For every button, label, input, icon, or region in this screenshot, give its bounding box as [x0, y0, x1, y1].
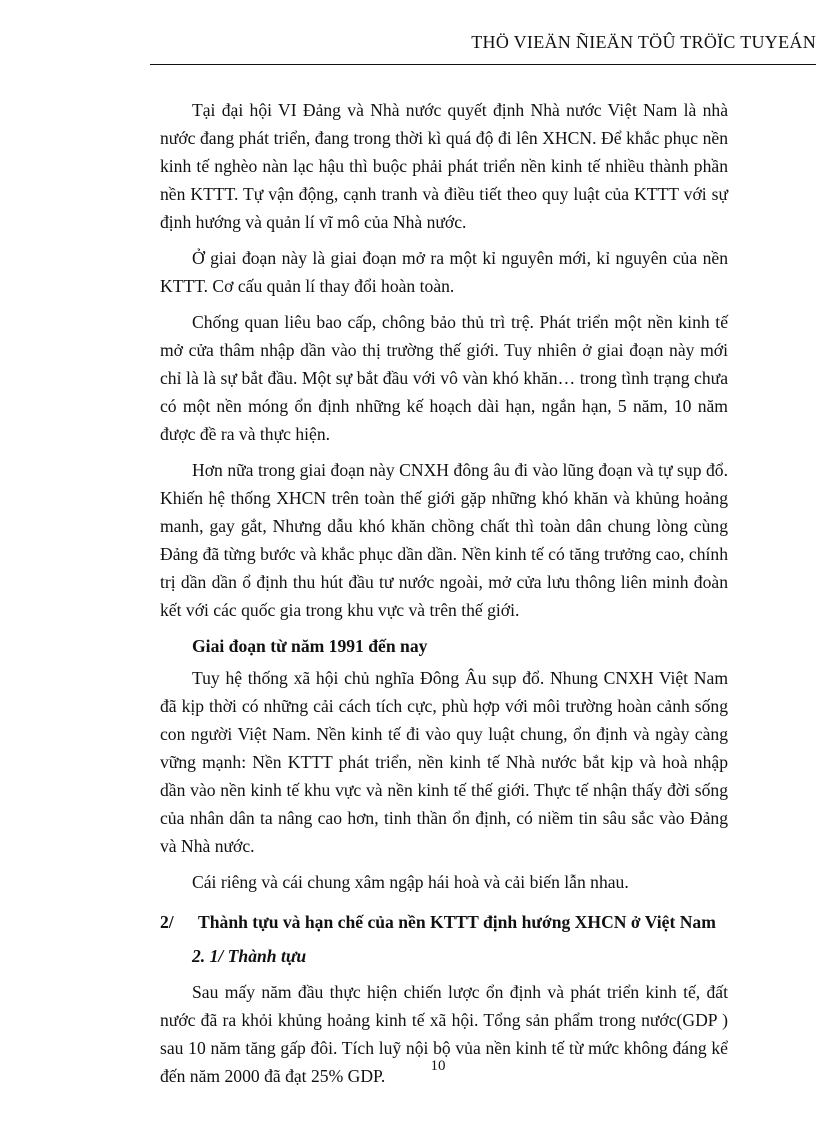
header-divider — [150, 64, 816, 65]
paragraph: Cái riêng và cái chung xâm ngập hái hoà và cải biến lẫn nhau. — [192, 872, 629, 892]
section-heading — [160, 908, 728, 936]
page-number: 10 — [430, 1058, 446, 1074]
paragraph: Hơn nữa trong giai đoạn này CNXH đông âu đi vào lũng đoạn và tự sụp đổ. Khiến hệ thống XHCN trên toàn thế giới gặp những khó khăn và khủng hoảng manh, gay gắt, Nhưng dẫu khó khăn chồng chất thì toàn dân chung lòng cùng Đảng đã từng bước và khắc phục dần dần. Nền kinh tế có tăng trưởng cao, chính trị dần dần ổ định thu hút đầu tư nước ngoài, mở cửa lưu thông liên minh đoàn kết với các quốc gia trong khu vực và trên thế giới. — [160, 460, 728, 620]
paragraph: Chống quan liêu bao cấp, chông bảo thủ trì trệ. Phát triển một nền kinh tế mở cửa thâm nhập dần vào thị trường thế giới. Tuy nhiên ở giai đoạn này mới chỉ là là sự bắt đầu. Một sự bắt đầu với vô vàn khó khăn… trong tình trạng chưa có một nền móng ổn định những kế hoạch dài hạn, ngắn hạn, 5 năm, 10 năm được đề ra và thực hiện. — [160, 312, 728, 444]
paragraph: Tuy hệ thống xã hội chủ nghĩa Đông Âu sụp đổ. Nhung CNXH Việt Nam đã kịp thời có những cải cách tích cực, phù hợp với môi trường hoàn cảnh sống con người Việt Nam. Nền kinh tế đi vào quy luật chung, ổn định và ngày càng vững mạnh: Nền KTTT phát triển, nền kinh tế Nhà nước bắt kịp và hoà nhập dần vào nền kinh tế khu vực và nền kinh tế thế giới. Thực tế nhận thấy đời sống của nhân dân ta nâng cao hơn, tinh thần ổn định, có niềm tin sâu sắc vào Đảng và Nhà nước. — [160, 668, 728, 856]
paragraph: Sau mấy năm đầu thực hiện chiến lược ổn định và phát triển kinh tế, đất nước đã ra khỏi khủng hoảng kinh tế xã hội. Tổng sản phẩm trong nước(GDP ) sau 10 năm tăng gấp đôi. Tích luỹ nội bộ vủa nền kinh tế từ mức không đáng kể đến năm 2000 đã đạt 25% GDP. — [160, 982, 728, 1086]
period-heading: Giai đoạn từ năm 1991 đến nay — [192, 636, 428, 656]
running-header: THÖ VIEÄN ÑIEÄN TÖÛ TRÖÏC TUYEÁN — [471, 32, 816, 52]
section-title: Thành tựu và hạn chế của nền KTTT định hướng XHCN ở Việt Nam — [198, 912, 716, 932]
page-content — [160, 96, 728, 1098]
paragraph: Tại đại hội VI Đảng và Nhà nước quyết định Nhà nước Việt Nam là nhà nước đang phát triển, đang trong thời kì quá độ đi lên XHCN. Để khắc phục nền kinh tế nghèo nàn lạc hậu thì buộc phải phát triển nền kinh tế nhiều thành phần nền KTTT. Tự vận động, cạnh tranh và điều tiết theo quy luật của KTTT với sự định hướng và quản lí vĩ mô của Nhà nước. — [160, 100, 728, 232]
section-number: 2/ — [160, 912, 174, 932]
subsection-heading: 2. 1/ Thành tựu — [192, 946, 307, 966]
paragraph: Ở giai đoạn này là giai đoạn mở ra một kỉ nguyên mới, kỉ nguyên của nền KTTT. Cơ cấu quản lí thay đổi hoàn toàn. — [160, 248, 728, 296]
